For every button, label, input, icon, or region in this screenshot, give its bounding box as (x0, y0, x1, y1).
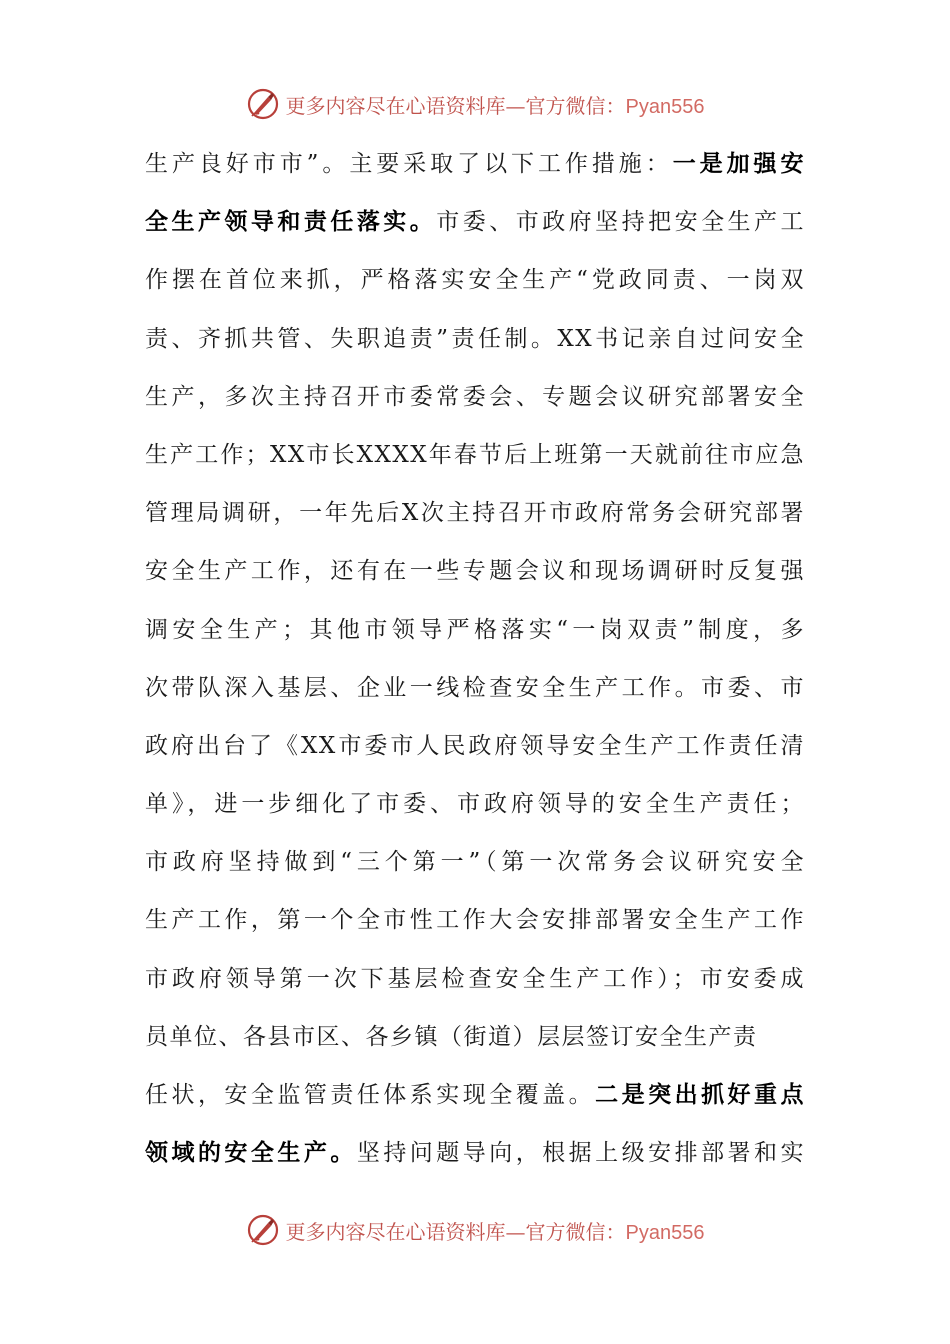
text-line (145, 484, 805, 542)
line-text: 市委、市政府坚持把安全生产工 (436, 209, 806, 236)
watermark-text: 更多内容尽在心语资料库—官方微信：Pyan556 (285, 1219, 705, 1244)
document-body (145, 135, 805, 1182)
line-text: 作摆在首位来抓，严格落实安全生产“党政同责、一岗双 (145, 267, 805, 294)
text-line (145, 135, 805, 193)
bold-heading-text: 二是突出抓好重点 (595, 1081, 806, 1108)
text-line (145, 775, 805, 833)
pen-logo-icon (246, 1213, 280, 1247)
text-line (145, 950, 805, 1008)
text-line (145, 426, 805, 484)
text-line (145, 193, 805, 251)
watermark-banner-top (0, 84, 950, 124)
text-line (145, 310, 805, 368)
bold-heading-text: 领域的安全生产。 (145, 1139, 357, 1167)
watermark-text: 更多内容尽在心语资料库—官方微信：Pyan556 (285, 93, 705, 118)
line-text: 市政府坚持做到“三个第一”（第一次常务会议研究安全 (145, 849, 805, 876)
bold-heading-text: 一是加强安 (672, 150, 806, 177)
text-line (145, 1066, 805, 1124)
text-line (145, 368, 805, 426)
pen-logo-icon (246, 87, 280, 121)
bold-heading-text: 全生产领导和责任落实。 (145, 208, 437, 236)
line-text: 政府出台了《XX市委市人民政府领导安全生产工作责任清 (145, 732, 805, 759)
line-text: 坚持问题导向，根据上级安排部署和实 (356, 1140, 806, 1167)
line-text: 次带队深入基层、企业一线检查安全生产工作。市委、市 (145, 674, 805, 701)
line-text: 单》，进一步细化了市委、市政府领导的安全生产责任； (145, 791, 805, 818)
line-text: 市政府领导第一次下基层检查安全生产工作）；市安委成 (145, 965, 805, 992)
text-line (145, 1124, 805, 1182)
text-line (145, 717, 805, 775)
text-line (145, 601, 805, 659)
line-text: 安全生产工作，还有在一些专题会议和现场调研时反复强 (145, 558, 805, 585)
line-text: 生产良好市市”。主要采取了以下工作措施： (145, 151, 673, 177)
text-line (145, 542, 805, 600)
text-line (145, 1008, 805, 1066)
line-text: 管理局调研，一年先后X次主持召开市政府常务会研究部署 (145, 500, 805, 527)
line-text: 责、齐抓共管、失职追责”责任制。XX书记亲自过问安全 (145, 325, 805, 352)
text-line (145, 251, 805, 309)
line-text: 调安全生产；其他市领导严格落实“一岗双责”制度，多 (145, 616, 805, 643)
wechat-handle: Pyan556 (625, 95, 705, 118)
line-text: 生产，多次主持召开市委常委会、专题会议研究部署安全 (145, 383, 805, 410)
line-text: 生产工作，第一个全市性工作大会安排部署安全生产工作 (145, 907, 805, 934)
wechat-handle: Pyan556 (625, 1221, 705, 1244)
text-line (145, 891, 805, 949)
text-line (145, 659, 805, 717)
text-line (145, 833, 805, 891)
line-text: 任状，安全监管责任体系实现全覆盖。 (145, 1082, 596, 1108)
line-text: 员单位、各县市区、各乡镇（街道）层层签订安全生产责 (145, 1023, 758, 1050)
line-text: 生产工作；XX市长XXXX年春节后上班第一天就前往市应急 (145, 441, 805, 468)
watermark-banner-bottom (0, 1210, 950, 1250)
